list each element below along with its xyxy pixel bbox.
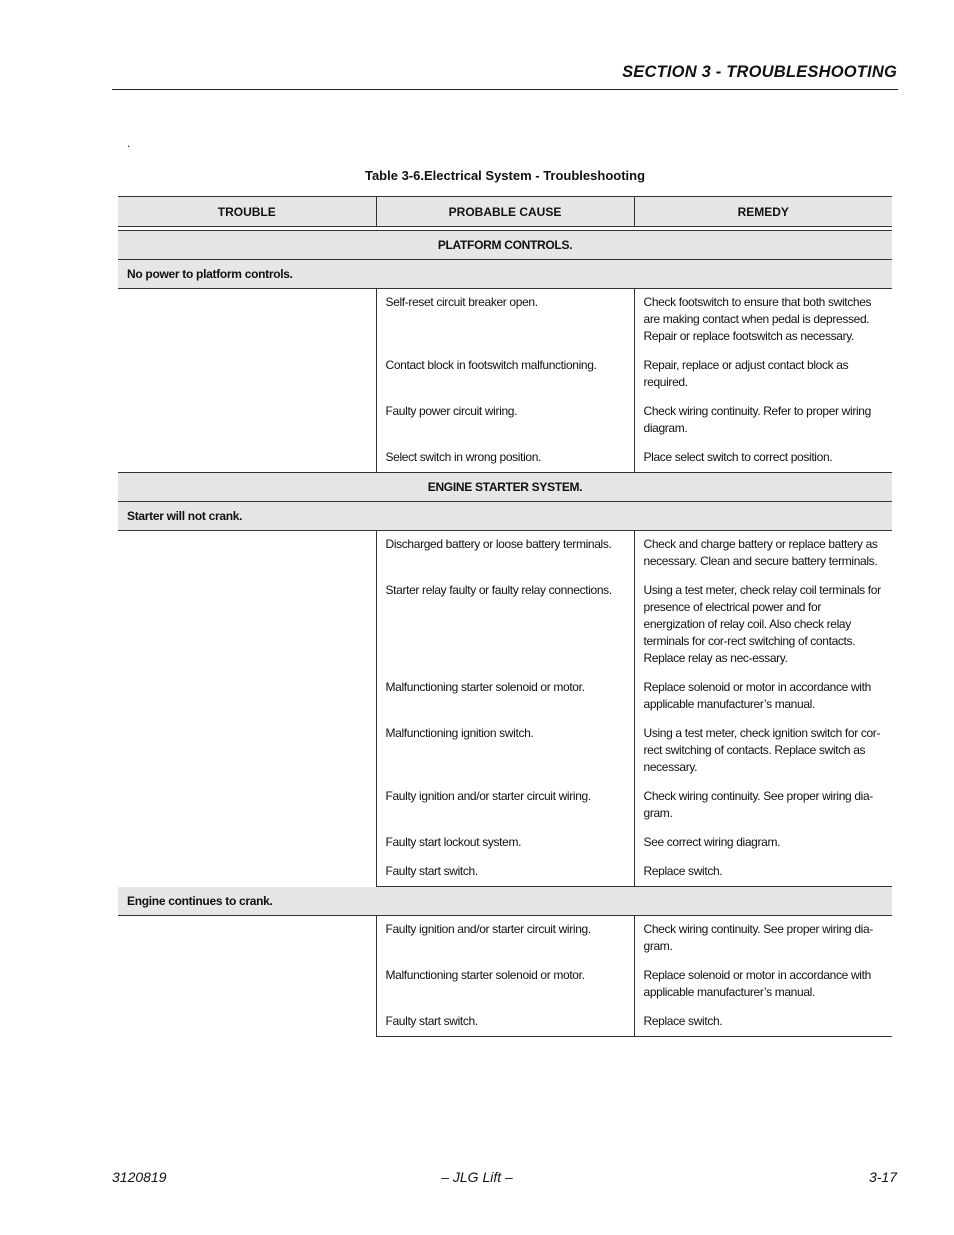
- probable-cause-cell: Malfunctioning ignition switch.: [376, 725, 634, 788]
- section-row: [118, 473, 892, 502]
- header-rule: [112, 89, 898, 90]
- trouble-label: Starter will not crank.: [118, 502, 892, 531]
- probable-cause-cell: Select switch in wrong position.: [376, 449, 634, 473]
- trouble-row: [118, 887, 892, 916]
- trouble-blank-cell: [118, 531, 376, 887]
- trouble-blank-cell: [118, 289, 376, 473]
- remedy-cell: Replace solenoid or motor in accordance with applicable manufacturer’s manual.: [643, 680, 871, 711]
- remedy-cell: Using a test meter, check ignition switch for cor-rect switching of contacts. Replace switch as necessary.: [643, 726, 881, 774]
- remedy-cell: Using a test meter, check relay coil terminals for presence of electrical power and for energization of relay coil. Also check relay terminals for cor-rect switching of contacts. Replace relay as nec-essary.: [643, 583, 881, 665]
- trouble-label: Engine continues to crank.: [118, 887, 892, 916]
- trouble-row: [118, 502, 892, 531]
- section-heading: ENGINE STARTER SYSTEM.: [118, 473, 892, 502]
- probable-cause-cell: Faulty start switch.: [376, 863, 634, 887]
- trouble-blank-cell: [118, 916, 376, 1037]
- stray-mark: .: [127, 136, 131, 150]
- section-title: SECTION 3 - TROUBLESHOOTING: [622, 63, 897, 81]
- trouble-label: No power to platform controls.: [118, 260, 892, 289]
- troubleshooting-table: [118, 196, 892, 1037]
- remedy-cell: Check wiring continuity. See proper wiring dia-gram.: [643, 789, 873, 820]
- remedy-cell: Check wiring continuity. Refer to proper wiring diagram.: [643, 404, 871, 435]
- probable-cause-cell: Starter relay faulty or faulty relay connections.: [376, 582, 634, 679]
- table-row: [118, 289, 892, 358]
- probable-cause-cell: Contact block in footswitch malfunctioning.: [376, 357, 634, 403]
- section-heading: PLATFORM CONTROLS.: [118, 231, 892, 260]
- probable-cause-cell: Faulty power circuit wiring.: [376, 403, 634, 449]
- remedy-cell: Replace switch.: [634, 863, 892, 887]
- remedy-cell: Check wiring continuity. See proper wiring dia-gram.: [643, 922, 873, 953]
- table-caption: Table 3-6.Electrical System - Troubleshooting: [364, 168, 646, 183]
- column-header-probable-cause: PROBABLE CAUSE: [376, 197, 634, 227]
- table-row: [118, 531, 892, 583]
- table-body: [118, 227, 892, 1037]
- probable-cause-cell: Faulty ignition and/or starter circuit wiring.: [376, 916, 634, 968]
- probable-cause-cell: Faulty start lockout system.: [376, 834, 634, 863]
- document-number: 3120819: [112, 1169, 167, 1185]
- remedy-cell: Replace switch.: [634, 1013, 892, 1037]
- column-header-trouble: TROUBLE: [118, 197, 376, 227]
- remedy-cell: Check footswitch to ensure that both switches are making contact when pedal is depressed. Repair or replace footswitch as necessary.: [643, 295, 872, 343]
- probable-cause-cell: Self-reset circuit breaker open.: [376, 289, 634, 358]
- probable-cause-cell: Malfunctioning starter solenoid or motor.: [376, 967, 634, 1013]
- probable-cause-cell: Discharged battery or loose battery terminals.: [376, 531, 634, 583]
- remedy-cell: Check and charge battery or replace battery as necessary. Clean and secure battery terminals.: [643, 537, 878, 568]
- remedy-cell: See correct wiring diagram.: [643, 835, 781, 849]
- trouble-row: [118, 260, 892, 289]
- footer-publisher: – JLG Lift –: [441, 1169, 513, 1185]
- probable-cause-cell: Faulty ignition and/or starter circuit wiring.: [376, 788, 634, 834]
- probable-cause-cell: Faulty start switch.: [376, 1013, 634, 1037]
- section-row: [118, 231, 892, 260]
- column-header-remedy: REMEDY: [634, 197, 892, 227]
- table-header-row: [118, 197, 892, 227]
- remedy-cell: Place select switch to correct position.: [634, 449, 892, 473]
- page-number: 3-17: [868, 1169, 897, 1185]
- remedy-cell: Repair, replace or adjust contact block as required.: [643, 358, 849, 389]
- table-row: [118, 916, 892, 968]
- remedy-cell: Replace solenoid or motor in accordance with applicable manufacturer’s manual.: [643, 968, 871, 999]
- probable-cause-cell: Malfunctioning starter solenoid or motor.: [376, 679, 634, 725]
